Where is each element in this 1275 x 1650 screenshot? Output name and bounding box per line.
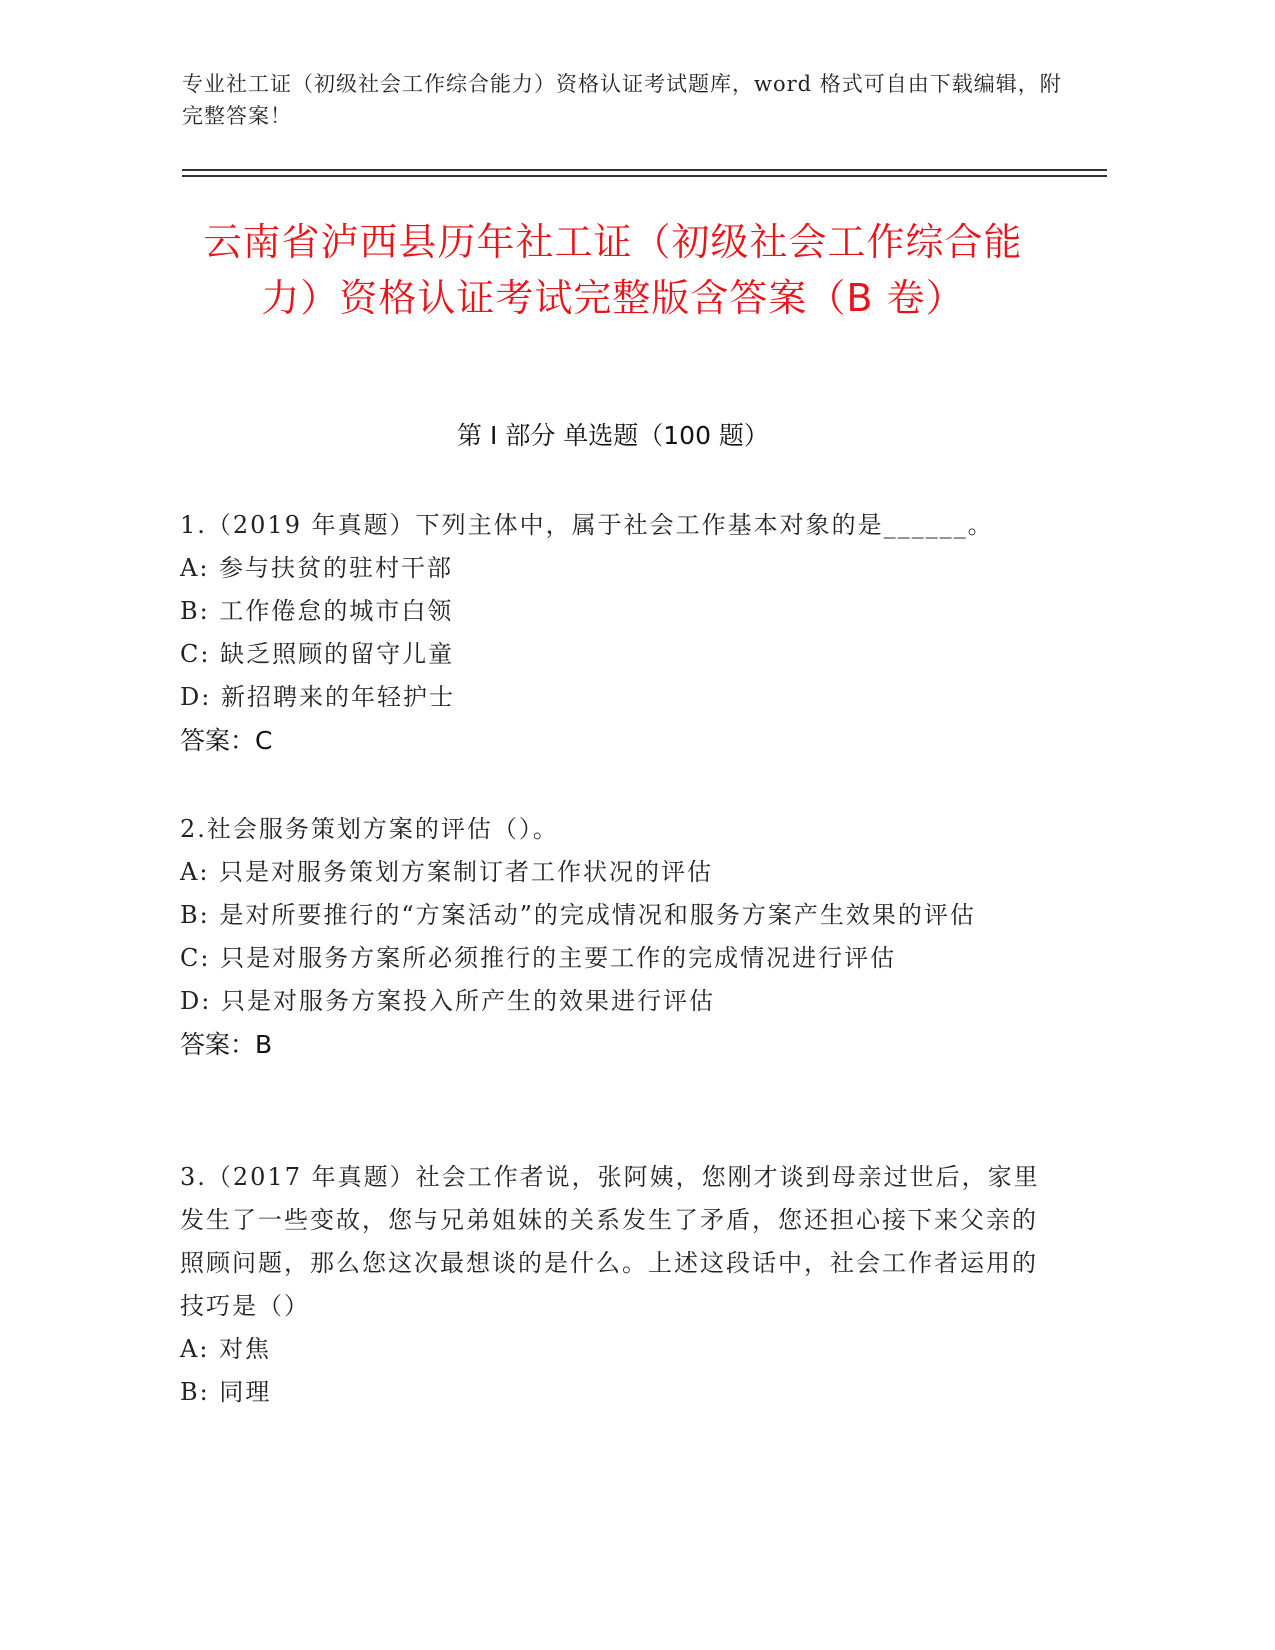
question-block bbox=[180, 1156, 1040, 1414]
document-title: 云南省泸西县历年社工证（初级社会工作综合能力）资格认证考试完整版含答案（B 卷） bbox=[203, 220, 1023, 320]
header-divider-top bbox=[182, 169, 1107, 171]
option-a: A: 参与扶贫的驻村干部 bbox=[180, 554, 454, 582]
option-d: D: 只是对服务方案投入所产生的效果进行评估 bbox=[180, 987, 715, 1015]
option-b: B: 工作倦怠的城市白领 bbox=[180, 597, 454, 625]
option-c: C: 只是对服务方案所必须推行的主要工作的完成情况进行评估 bbox=[180, 944, 897, 972]
option-c: C: 缺乏照顾的留守儿童 bbox=[180, 640, 455, 668]
question-block bbox=[180, 808, 1040, 1066]
header-note: 专业社工证（初级社会工作综合能力）资格认证考试题库，word 格式可自由下载编辑，附完整答案！ bbox=[182, 72, 1062, 128]
option-b: B: 同理 bbox=[180, 1378, 272, 1406]
question-text: 2.社会服务策划方案的评估（）。 bbox=[180, 815, 559, 843]
answer-line: 答案：C bbox=[180, 726, 273, 755]
question-text: 1.（2019 年真题）下列主体中，属于社会工作基本对象的是______。 bbox=[180, 511, 994, 539]
question-block bbox=[180, 504, 1040, 762]
option-a: A: 只是对服务策划方案制订者工作状况的评估 bbox=[180, 858, 714, 886]
option-b: B: 是对所要推行的“方案活动”的完成情况和服务方案产生效果的评估 bbox=[180, 901, 976, 929]
header-divider-bottom bbox=[182, 175, 1107, 177]
question-text: 3.（2017 年真题）社会工作者说，张阿姨，您刚才谈到母亲过世后，家里发生了一些变故，您与兄弟姐妹的关系发生了矛盾，您还担心接下来父亲的照顾问题，那么您这次最想谈的是什么。上述这段话中，社会工作者运用的技巧是（） bbox=[180, 1163, 1040, 1320]
option-d: D: 新招聘来的年轻护士 bbox=[180, 683, 455, 711]
answer-line: 答案：B bbox=[180, 1030, 273, 1059]
option-a: A: 对焦 bbox=[180, 1335, 272, 1363]
section-heading: 第 I 部分 单选题（100 题） bbox=[457, 421, 769, 450]
